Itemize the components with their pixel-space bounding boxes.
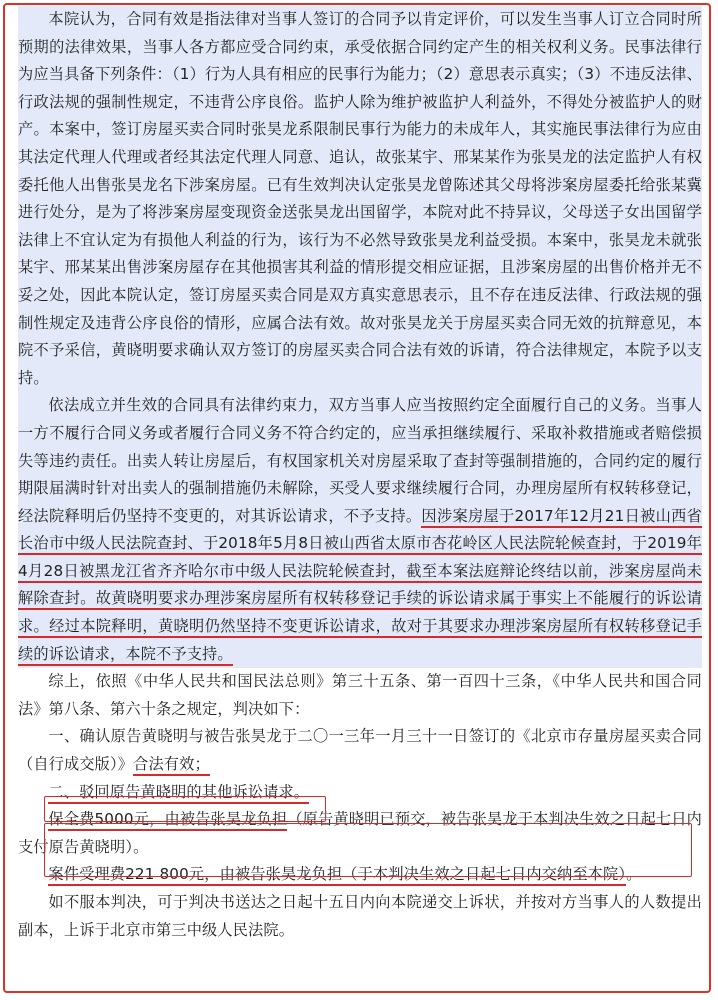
- verdict-item-2: [18, 779, 702, 807]
- preservation-fee-marked: 保全费5000元，由被告张昊龙负担: [48, 810, 287, 831]
- verdict-item-1: [18, 723, 702, 778]
- verdict-item-1-marked: 合法有效；: [133, 755, 210, 776]
- judgment-text: [18, 6, 702, 944]
- performance-text: 依法成立并生效的合同具有法律约束力，双方当事人应当按照约定全面履行自己的义务。当事人一方不履行合同义务或者履行合同义务不符合约定的，应当承担继续履行、采取补救措施或者赔偿损失等违约责任。出卖人转让房屋后，有权国家机关对房屋采取了查封等强制措施的，合同约定的履行期限届满时针对出卖人的强制措施仍未解除，买受人要求继续履行合同，办理房屋所有权转移登记，经法院释明后仍坚持不变更的，对其诉讼请求，不予支持。: [18, 396, 702, 525]
- marked-seizure-text: 因涉案房屋于2017年12月21日被山西省长治市中级人民法院查封、于2018年5月8日被山西省太原市杏花岭区人民法院轮候查封，于2019年4月28日被黑龙江省齐齐哈尔市中级人民法院轮候查封，截至本案法庭辩论终结以前，涉案房屋尚未解除查封。故黄晓明要求办理涉案房屋所有权转移登记手续的诉讼请求属于事实上不能履行的诉讼请求。经过本院释明，黄晓明仍然坚持不变更诉讼请求，故对于其要求办理涉案房屋所有权转移登记手续的诉讼请求，本院不予支持。: [18, 507, 702, 666]
- reasoning-paragraph: 本院认为，合同有效是指法律对当事人签订的合同予以肯定评价，可以发生当事人订立合同时所预期的法律效果，当事人各方都应受合同约束，承受依据合同约定产生的相关权利义务。民事法律行为应当具备下列条件：（1）行为人具有相应的民事行为能力；（2）意思表示真实；（3）不违反法律、行政法规的强制性规定，不违背公序良俗。监护人除为维护被监护人利益外，不得处分被监护人的财产。本案中，签订房屋买卖合同时张昊龙系限制民事行为能力的未成年人，其实施民事法律行为应由其法定代理人代理或者经其法定代理人同意、追认，故张某宇、邢某某作为张昊龙的法定监护人有权委托他人出售张昊龙名下涉案房屋。已有生效判决认定张昊龙曾陈述其父母将涉案房屋委托给张某冀进行处分，是为了将涉案房屋变现资金送张昊龙出国留学，本院对此不持异议，父母送子女出国留学法律上不宜认定为有损他人利益的行为，该行为不必然导致张昊龙利益受损。本案中，张昊龙未就张某宇、邢某某出售涉案房屋存在其他损害其利益的情形提交相应证据，且涉案房屋的出售价格并无不妥之处，因此本院认定，签订房屋买卖合同是双方真实意思表示，且不存在违反法律、行政法规的强制性规定及违背公序良俗的情形，应属合法有效。故对张昊龙关于房屋买卖合同无效的抗辩意见，本院不予采信，黄晓明要求确认双方签订的房屋买卖合同合法有效的诉请，符合法律规定，本院予以支持。: [18, 6, 702, 392]
- acceptance-fee: [18, 861, 702, 889]
- appeal-paragraph: 如不服本判决，可于判决书送达之日起十五日内向本院递交上诉状，并按对方当事人的人数提出副本，上诉于北京市第三中级人民法院。: [18, 893, 702, 939]
- preservation-fee: [18, 806, 702, 861]
- conclusion-paragraph: 综上，依照《中华人民共和国民法总则》第三十五条、第一百四十三条，《中华人民共和国合同法》第八条、第六十条之规定，判决如下：: [18, 672, 702, 718]
- acceptance-fee-marked: 案件受理费221 800元，由被告张昊龙负担（于本判决生效之日起七日内交纳至本院）: [48, 865, 626, 886]
- performance-paragraph: [18, 392, 702, 668]
- acceptance-fee-end: 。: [626, 865, 642, 884]
- verdict-item-1-text: 一、确认原告黄晓明与被告张昊龙于二〇一三年一月三十一日签订的《北京市存量房屋买卖合同（自行成交版）》: [18, 727, 702, 774]
- verdict-item-2-text: 二、驳回原告黄晓明的其他诉讼请求。: [48, 783, 309, 804]
- preservation-fee-rest: （原告黄晓明已预交，被告张昊龙于本判决生效之日起七日内支付原告黄晓明）。: [18, 810, 702, 856]
